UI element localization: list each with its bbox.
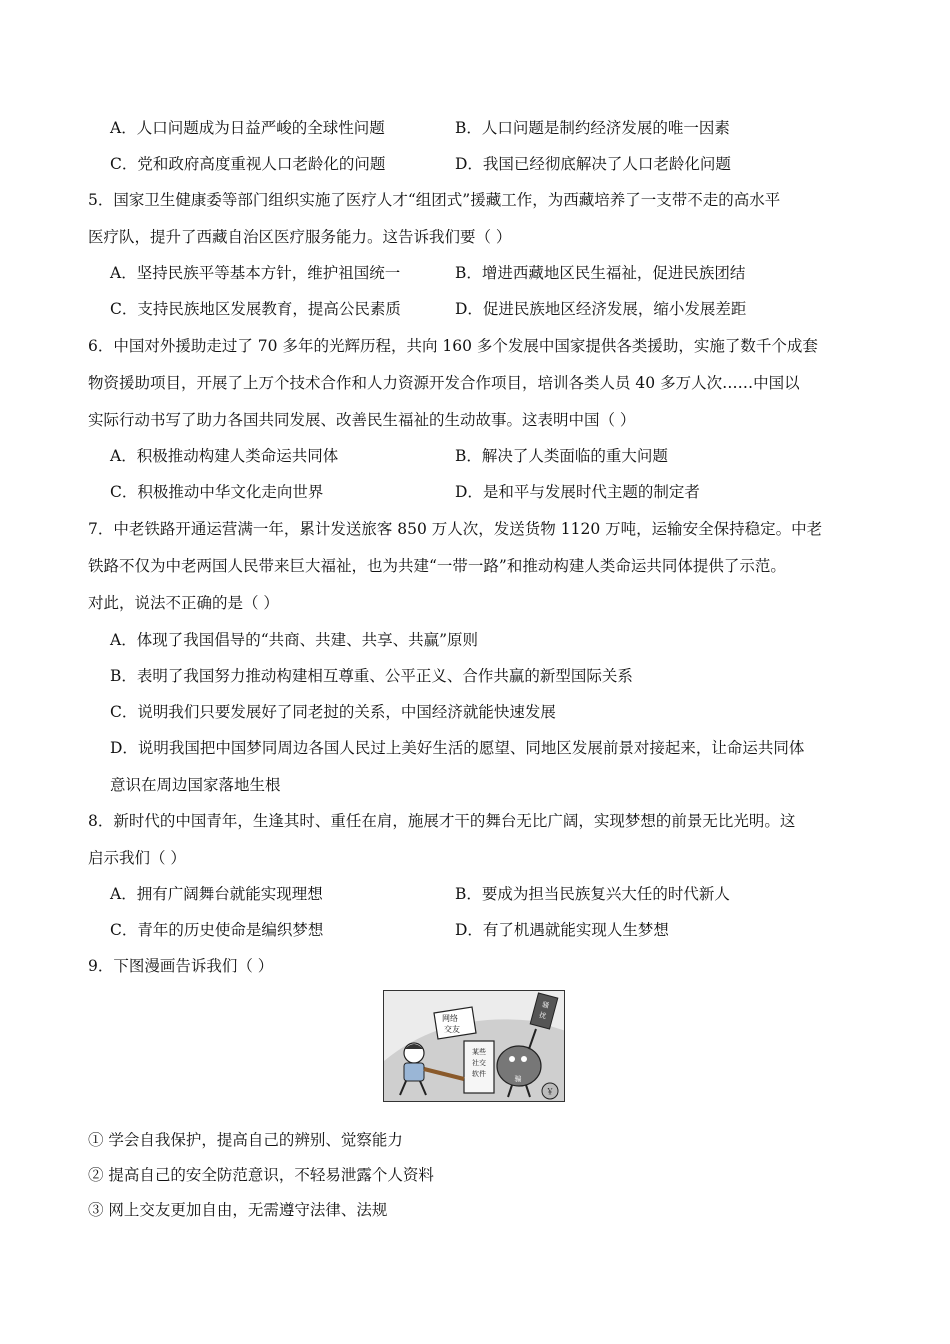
q6-option-c: C．积极推动中华文化走向世界 — [110, 483, 324, 501]
q4-option-d: D．我国已经彻底解决了人口老龄化问题 — [455, 155, 731, 173]
q7-stem-line2: 铁路不仅为中老两国人民带来巨大福祉，也为共建“一带一路”和推动构建人类命运共同体提供了示范。 — [88, 557, 786, 575]
q8-stem-line1: 8．新时代的中国青年，生逢其时、重任在肩，施展才干的舞台无比广阔，实现梦想的前景无比光明。这 — [88, 812, 796, 830]
money-bag-icon — [542, 1083, 558, 1099]
svg-text:网络: 网络 — [442, 1014, 458, 1023]
q7-option-a: A．体现了我国倡导的“共商、共建、共享、共赢”原则 — [110, 631, 479, 649]
q7-option-d-line2: 意识在周边国家落地生根 — [110, 776, 281, 794]
q8-option-b: B．要成为担当民族复兴大任的时代新人 — [455, 885, 730, 903]
q4-option-c: C．党和政府高度重视人口老龄化的问题 — [110, 155, 386, 173]
q7-option-b: B．表明了我国努力推动构建相互尊重、公平正义、合作共赢的新型国际关系 — [110, 667, 633, 685]
q5-stem-line1: 5．国家卫生健康委等部门组织实施了医疗人才“组团式”援藏工作，为西藏培养了一支带不走的高水平 — [88, 191, 781, 209]
q6-option-d: D．是和平与发展时代主题的制定者 — [455, 483, 700, 501]
q6-stem-line2: 物资援助项目，开展了上万个技术合作和人力资源开发合作项目，培训各类人员 40 多万人次……中国以 — [88, 374, 800, 392]
q7-option-c: C．说明我们只要发展好了同老挝的关系，中国经济就能快速发展 — [110, 703, 556, 721]
q9-item-2: ② 提高自己的安全防范意识，不轻易泄露个人资料 — [88, 1166, 434, 1184]
q5-option-c: C．支持民族地区发展教育，提高公民素质 — [110, 300, 401, 318]
svg-text:骗: 骗 — [514, 1075, 522, 1083]
svg-text:￥: ￥ — [546, 1087, 554, 1096]
q8-stem-line2: 启示我们（ ） — [88, 849, 186, 867]
svg-text:扰: 扰 — [538, 1011, 548, 1021]
svg-text:某些: 某些 — [472, 1048, 486, 1056]
svg-text:社交: 社交 — [472, 1059, 486, 1067]
q7-option-d-line1: D．说明我国把中国梦同周边各国人民过上美好生活的愿望、同地区发展前景对接起来，让命运共同体 — [110, 739, 805, 757]
q8-option-d: D．有了机遇就能实现人生梦想 — [455, 921, 669, 939]
q4-option-a: A．人口问题成为日益严峻的全球性问题 — [110, 119, 385, 137]
network-friend-sign — [434, 1007, 476, 1039]
online-friend-comic — [383, 990, 565, 1102]
svg-text:交友: 交友 — [444, 1025, 460, 1034]
q6-stem-line1: 6．中国对外援助走过了 70 多年的光辉历程，共向 160 多个发展中国家提供各类援助，实施了数千个成套 — [88, 337, 818, 355]
q6-stem-line3: 实际行动书写了助力各国共同发展、改善民生福祉的生动故事。这表明中国（ ） — [88, 411, 636, 429]
svg-text:软件: 软件 — [472, 1070, 486, 1078]
svg-text:骚: 骚 — [541, 1000, 550, 1010]
q7-stem-line3: 对此，说法不正确的是（ ） — [88, 594, 279, 612]
q8-option-a: A．拥有广阔舞台就能实现理想 — [110, 885, 323, 903]
q5-option-d: D．促进民族地区经济发展，缩小发展差距 — [455, 300, 747, 318]
q9-stem: 9．下图漫画告诉我们（ ） — [88, 957, 274, 975]
q4-option-b: B．人口问题是制约经济发展的唯一因素 — [455, 119, 730, 137]
q5-option-a: A．坚持民族平等基本方针，维护祖国统一 — [110, 264, 401, 282]
q7-stem-line1: 7．中老铁路开通运营满一年，累计发送旅客 850 万人次，发送货物 1120 万吨，运输安全保持稳定。中老 — [88, 520, 823, 538]
q8-option-c: C．青年的历史使命是编织梦想 — [110, 921, 324, 939]
q5-option-b: B．增进西藏地区民生福祉，促进民族团结 — [455, 264, 746, 282]
q6-option-b: B．解决了人类面临的重大问题 — [455, 447, 668, 465]
social-app-box — [464, 1041, 494, 1093]
q5-stem-line2: 医疗队，提升了西藏自治区医疗服务能力。这告诉我们要（ ） — [88, 228, 512, 246]
q9-item-3: ③ 网上交友更加自由，无需遵守法律、法规 — [88, 1201, 388, 1219]
q9-item-1: ① 学会自我保护，提高自己的辨别、觉察能力 — [88, 1131, 403, 1149]
q6-option-a: A．积极推动构建人类命运共同体 — [110, 447, 339, 465]
